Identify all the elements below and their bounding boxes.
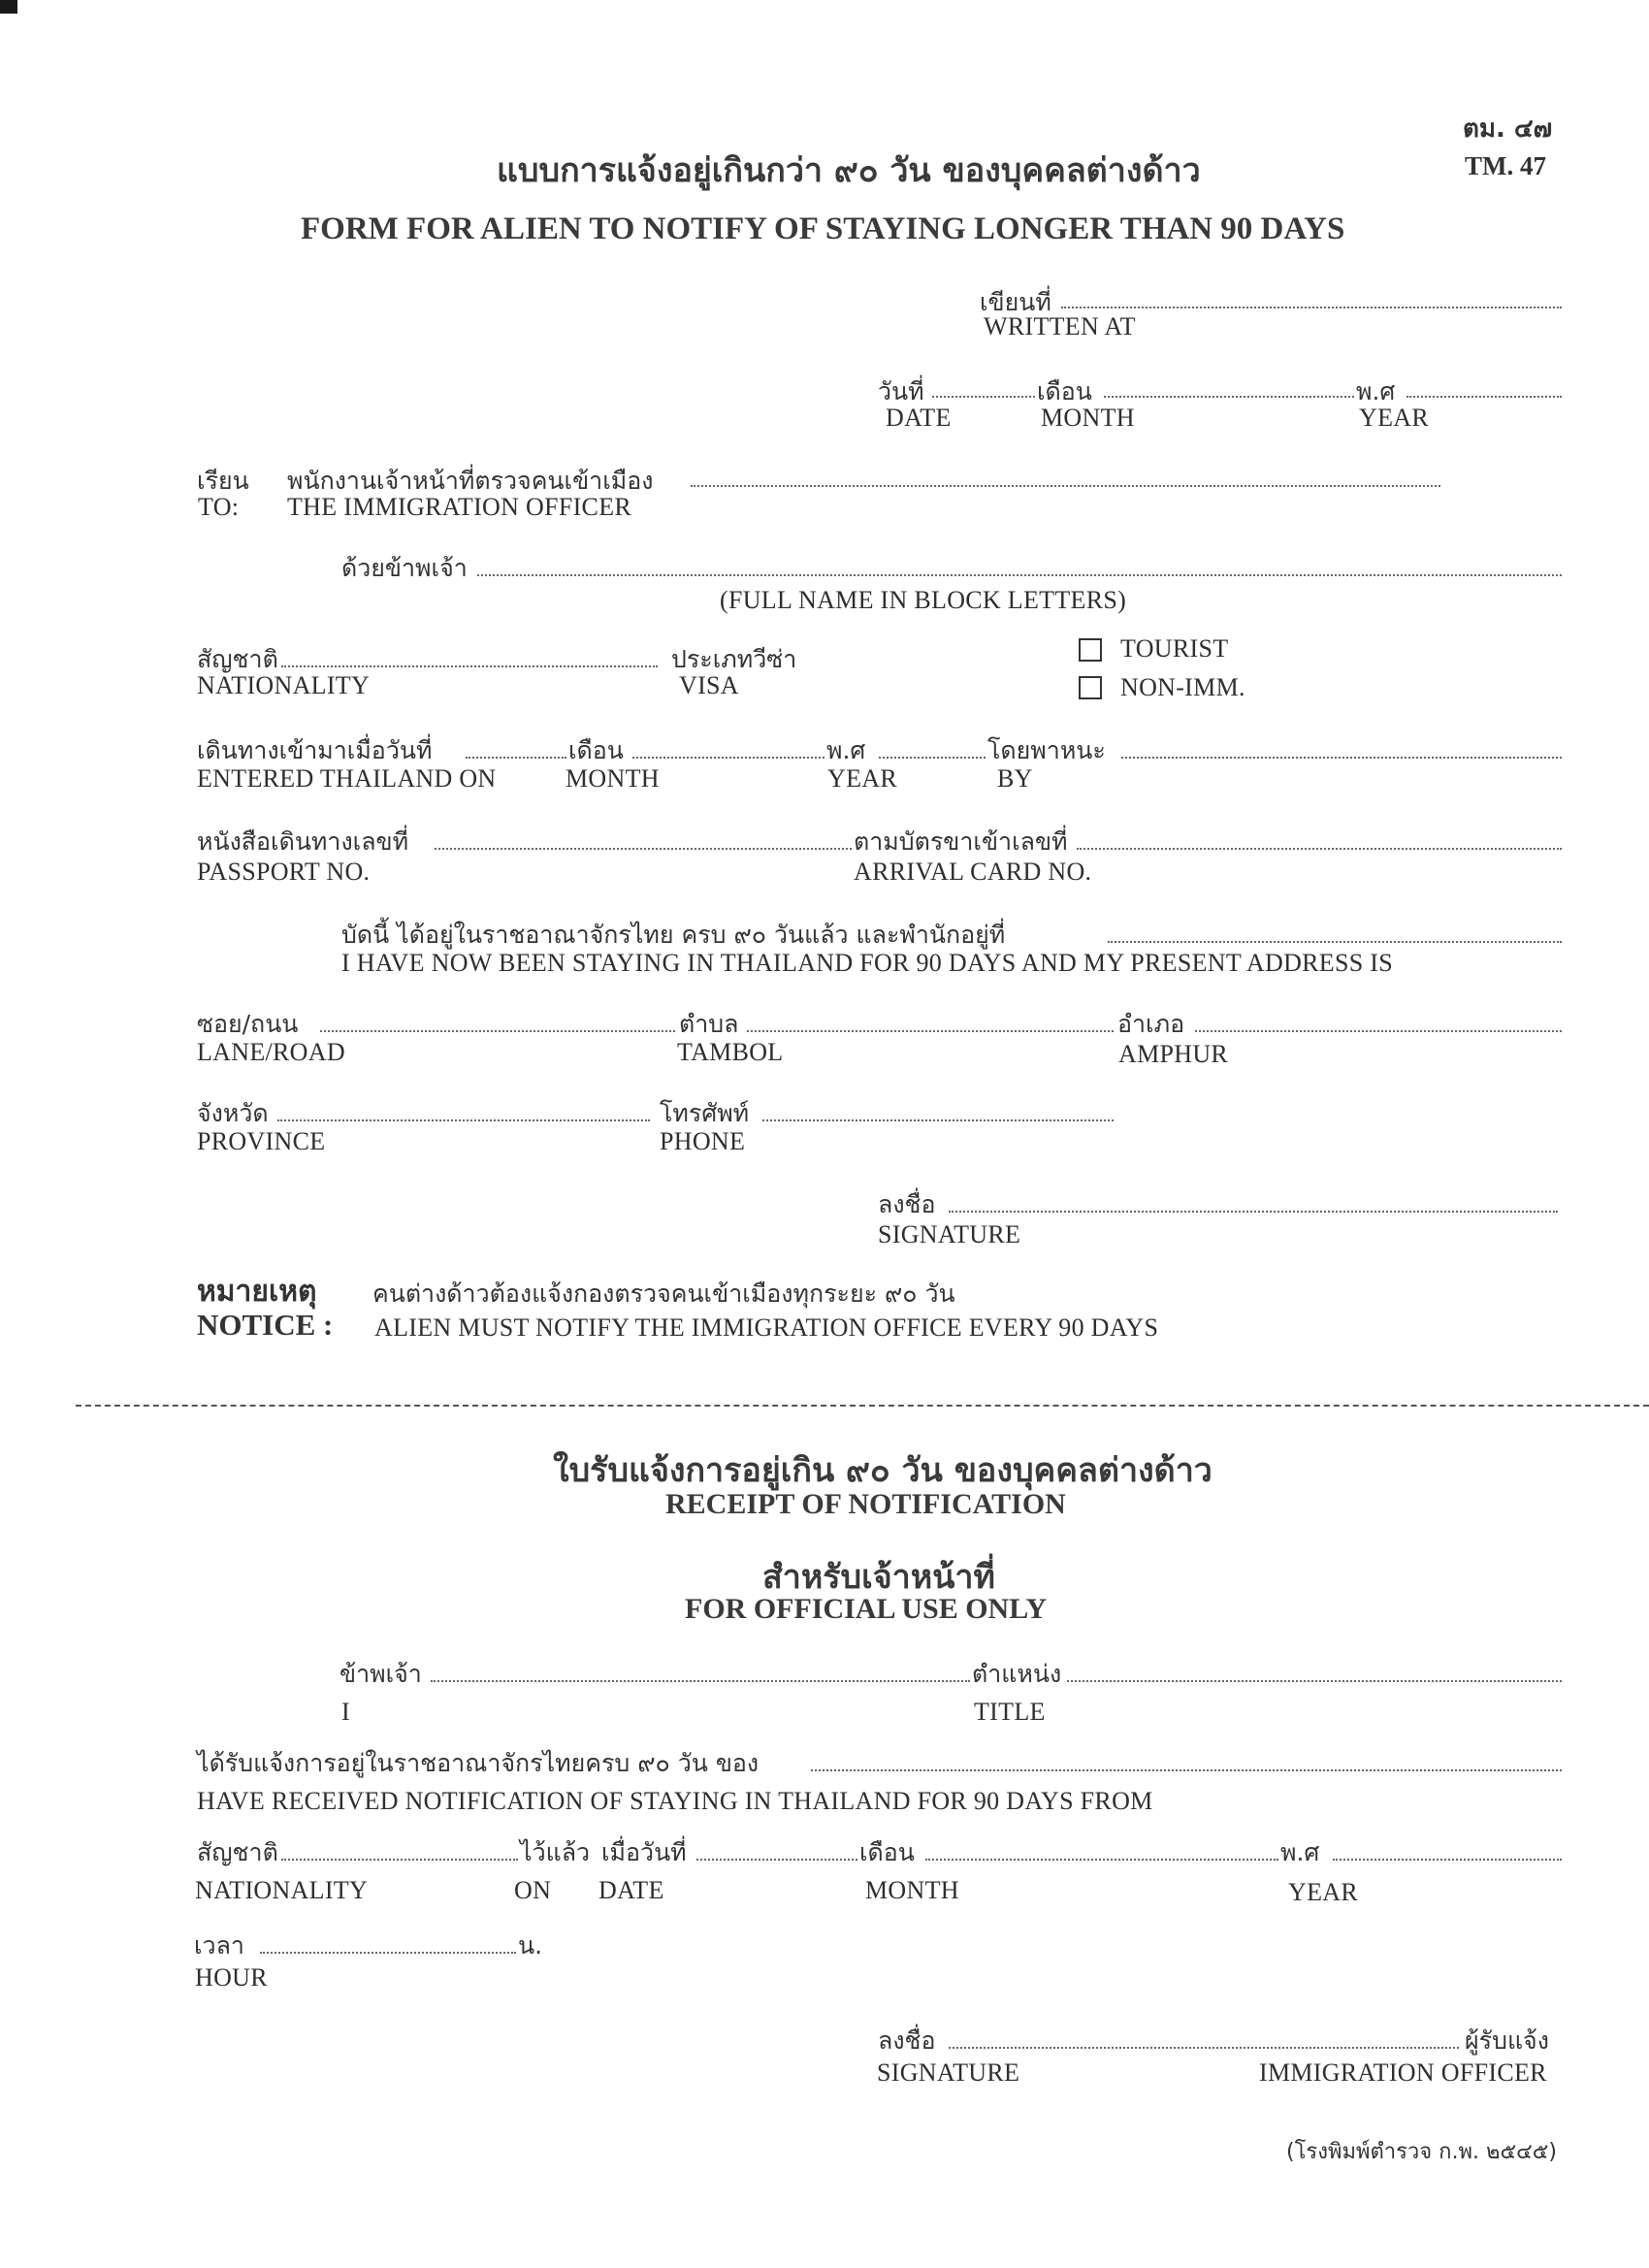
- full-name-label-thai: ด้วยข้าพเจ้า: [341, 554, 468, 582]
- receipt-on-label-thai: ไว้แล้ว: [520, 1838, 591, 1866]
- form-title-thai: แบบการแจ้งอยู่เกินกว่า ๙๐ วัน ของบุคคลต่างด้าว: [497, 151, 1201, 190]
- to-label-thai: เรียน: [197, 467, 249, 495]
- signature-field[interactable]: [949, 1211, 1558, 1213]
- written-at-field[interactable]: [1061, 307, 1562, 308]
- receipt-year-label-thai: พ.ศ: [1280, 1838, 1320, 1866]
- by-label-english: BY: [997, 764, 1033, 793]
- full-name-hint: (FULL NAME IN BLOCK LETTERS): [720, 586, 1127, 614]
- entered-label-thai: เดินทางเข้ามาเมื่อวันที่: [197, 736, 433, 764]
- receipt-hour-suffix: น.: [518, 1931, 543, 1960]
- tambol-field[interactable]: [747, 1030, 1114, 1032]
- receipt-month-label-thai: เดือน: [859, 1838, 915, 1866]
- passport-label-english: PASSPORT NO.: [197, 858, 371, 886]
- entry-month-field[interactable]: [632, 757, 824, 759]
- non-imm-checkbox[interactable]: [1079, 676, 1102, 699]
- passport-label-thai: หนังสือเดินทางเลขที่: [197, 827, 409, 856]
- non-imm-option: NON-IMM.: [1120, 673, 1245, 701]
- lane-label-english: LANE/ROAD: [197, 1038, 345, 1066]
- entry-year-label-thai: พ.ศ: [826, 736, 866, 764]
- arrival-card-field[interactable]: [1077, 848, 1562, 850]
- form-title-english: FORM FOR ALIEN TO NOTIFY OF STAYING LONGER THAN 90 DAYS: [301, 211, 1345, 246]
- year-label-thai: พ.ศ: [1356, 377, 1396, 405]
- nationality-label-thai: สัญชาติ: [197, 645, 278, 673]
- entry-year-label-english: YEAR: [827, 764, 897, 793]
- vehicle-field[interactable]: [1121, 757, 1562, 759]
- signature-label-english: SIGNATURE: [878, 1220, 1021, 1248]
- lane-road-field[interactable]: [320, 1030, 675, 1032]
- receipt-hour-label-english: HOUR: [195, 1963, 268, 1992]
- nationality-label-english: NATIONALITY: [197, 671, 371, 699]
- receipt-title-thai: ใบรับแจ้งการอยู่เกิน ๙๐ วัน ของบุคคลต่างด้าว: [553, 1451, 1212, 1490]
- visa-label-english: VISA: [679, 671, 739, 699]
- date-label-thai: วันที่: [878, 377, 924, 405]
- month-label-thai: เดือน: [1037, 377, 1092, 405]
- year-field[interactable]: [1406, 396, 1562, 398]
- receipt-year-field[interactable]: [1333, 1859, 1562, 1861]
- tambol-label-thai: ตำบล: [679, 1010, 739, 1038]
- tambol-label-english: TAMBOL: [677, 1038, 784, 1066]
- officer-thai: พนักงานเจ้าหน้าที่ตรวจคนเข้าเมือง: [287, 467, 654, 495]
- official-use-thai: สำหรับเจ้าหน้าที่: [762, 1558, 995, 1597]
- province-label-thai: จังหวัด: [197, 1099, 269, 1127]
- present-address-field[interactable]: [1108, 941, 1562, 943]
- officer-english: THE IMMIGRATION OFFICER: [287, 493, 632, 521]
- receipt-date-label-english: DATE: [598, 1876, 664, 1904]
- written-at-label-thai: เขียนที่: [980, 288, 1051, 316]
- receiver-label-english: IMMIGRATION OFFICER: [1259, 2058, 1547, 2087]
- entered-date-field[interactable]: [466, 757, 566, 759]
- amphur-field[interactable]: [1195, 1030, 1562, 1032]
- receipt-on-label-english: ON: [514, 1876, 552, 1904]
- to-label-english: TO:: [198, 493, 240, 521]
- notice-label-english: NOTICE :: [197, 1308, 334, 1342]
- receipt-month-field[interactable]: [925, 1859, 1278, 1861]
- receipt-i-label-thai: ข้าพเจ้า: [340, 1660, 422, 1688]
- tourist-option: TOURIST: [1120, 634, 1229, 663]
- receipt-nationality-label-thai: สัญชาติ: [197, 1838, 278, 1866]
- receipt-hour-label-thai: เวลา: [194, 1931, 244, 1960]
- scan-corner-mark: [0, 0, 17, 14]
- entry-year-field[interactable]: [879, 757, 986, 759]
- receipt-nationality-label-english: NATIONALITY: [195, 1876, 369, 1904]
- arrival-card-label-thai: ตามบัตรขาเข้าเลขที่: [854, 827, 1068, 856]
- receipt-date-label-thai: เมื่อวันที่: [601, 1838, 687, 1866]
- entered-label-english: ENTERED THAILAND ON: [197, 764, 497, 793]
- visa-label-thai: ประเภทวีซ่า: [671, 645, 797, 673]
- address-statement-english: I HAVE NOW BEEN STAYING IN THAILAND FOR 90 DAYS AND MY PRESENT ADDRESS IS: [341, 949, 1394, 977]
- receipt-title-english: RECEIPT OF NOTIFICATION: [665, 1488, 1066, 1520]
- phone-label-thai: โทรศัพท์: [660, 1099, 750, 1127]
- nationality-field[interactable]: [281, 665, 658, 667]
- receipt-hour-field[interactable]: [260, 1952, 516, 1954]
- notice-text-thai: คนต่างด้าวต้องแจ้งกองตรวจคนเข้าเมืองทุกระยะ ๙๐ วัน: [372, 1280, 955, 1308]
- receipt-date-field[interactable]: [696, 1859, 857, 1861]
- province-field[interactable]: [277, 1119, 650, 1121]
- receipt-officer-name-field[interactable]: [431, 1680, 970, 1682]
- form-code-english: TM. 47: [1465, 151, 1546, 180]
- lane-label-thai: ซอย/ถนน: [197, 1010, 299, 1038]
- received-text-english: HAVE RECEIVED NOTIFICATION OF STAYING IN THAILAND FOR 90 DAYS FROM: [197, 1787, 1153, 1815]
- receipt-month-label-english: MONTH: [865, 1876, 959, 1904]
- receipt-nationality-field[interactable]: [281, 1859, 518, 1861]
- arrival-card-label-english: ARRIVAL CARD NO.: [854, 858, 1092, 886]
- receipt-title-label-thai: ตำแหน่ง: [972, 1660, 1062, 1688]
- receipt-year-label-english: YEAR: [1288, 1878, 1358, 1906]
- receiver-label-thai: ผู้รับแจ้ง: [1465, 2026, 1549, 2055]
- month-label-english: MONTH: [1041, 404, 1135, 432]
- notice-text-english: ALIEN MUST NOTIFY THE IMMIGRATION OFFICE EVERY 90 DAYS: [374, 1313, 1159, 1342]
- received-text-thai: ได้รับแจ้งการอยู่ในราชอาณาจักรไทยครบ ๙๐ วัน ของ: [197, 1749, 760, 1777]
- by-label-thai: โดยพาหนะ: [987, 736, 1106, 764]
- notice-label-thai: หมายเหตุ: [197, 1275, 317, 1309]
- signature-label-thai: ลงชื่อ: [878, 1190, 936, 1218]
- receipt-i-label-english: I: [341, 1698, 350, 1726]
- province-label-english: PROVINCE: [197, 1127, 326, 1155]
- month-field[interactable]: [1104, 396, 1354, 398]
- passport-number-field[interactable]: [435, 848, 852, 850]
- official-use-english: FOR OFFICIAL USE ONLY: [685, 1593, 1048, 1625]
- printer-credit: (โรงพิมพ์ตำรวจ ก.พ. ๒๕๔๕): [1286, 2140, 1557, 2164]
- receipt-title-field[interactable]: [1067, 1680, 1562, 1682]
- date-label-english: DATE: [886, 404, 952, 432]
- phone-field[interactable]: [762, 1119, 1114, 1121]
- year-label-english: YEAR: [1359, 404, 1429, 432]
- amphur-label-thai: อำเภอ: [1117, 1010, 1185, 1038]
- receipt-signature-field[interactable]: [949, 2047, 1459, 2049]
- received-from-field[interactable]: [811, 1769, 1562, 1771]
- written-at-label-english: WRITTEN AT: [984, 312, 1136, 340]
- receipt-signature-label-english: SIGNATURE: [877, 2058, 1020, 2087]
- phone-label-english: PHONE: [660, 1127, 746, 1155]
- entry-month-label-thai: เดือน: [568, 736, 624, 764]
- address-statement-thai: บัดนี้ ได้อยู่ในราชอาณาจักรไทย ครบ ๙๐ วันแล้ว และพำนักอยู่ที่: [341, 921, 1006, 949]
- full-name-field[interactable]: [477, 574, 1562, 576]
- receipt-title-label-english: TITLE: [974, 1698, 1046, 1726]
- date-field[interactable]: [932, 396, 1035, 398]
- tourist-checkbox[interactable]: [1079, 638, 1102, 662]
- entry-month-label-english: MONTH: [566, 764, 660, 793]
- amphur-label-english: AMPHUR: [1118, 1040, 1229, 1068]
- form-code-thai: ตม. ๔๗: [1463, 114, 1553, 144]
- tear-off-dashed-line: [76, 1405, 1649, 1407]
- receipt-signature-label-thai: ลงชื่อ: [878, 2026, 936, 2055]
- immigration-office-field[interactable]: [691, 485, 1440, 487]
